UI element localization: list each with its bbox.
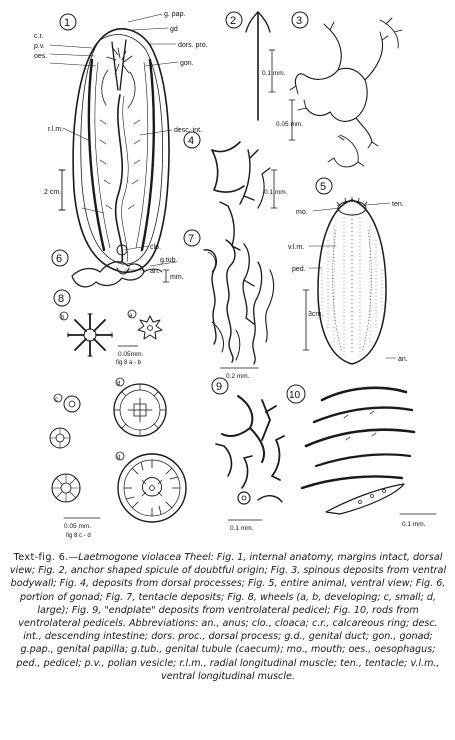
- fig1-label-oes: oes.: [34, 53, 48, 60]
- fig8-label-b: b: [61, 315, 65, 321]
- fig2-anchor-spicule: [226, 12, 286, 120]
- fig3-scale-label: 0.05 mm.: [276, 121, 304, 128]
- fig1-number: 1: [64, 17, 71, 29]
- fig7-number: 7: [188, 233, 195, 245]
- fig5-label-ped: ped.: [292, 266, 306, 273]
- fig9-endplate-deposits: [212, 378, 284, 532]
- fig6-gonad: [52, 250, 184, 287]
- fig6-number: 6: [56, 253, 63, 265]
- fig4-dorsal-deposits: [184, 132, 288, 250]
- fig8-caption-cd: fig 8 c - d: [66, 533, 91, 539]
- fig1-label-gd: gd: [170, 26, 178, 33]
- fig1-label-pv: p.v.: [34, 43, 45, 50]
- fig8-scale-ab: 0.05mm.: [118, 351, 144, 358]
- fig5-number: 5: [320, 181, 327, 193]
- fig1-label-desc-int: desc. int.: [174, 127, 203, 134]
- fig3-spinous-deposits: [276, 12, 402, 167]
- fig1-label-clo: clo.: [150, 244, 161, 251]
- fig5-entire-animal: [288, 178, 408, 364]
- fig8-scale-cd: 0.05 mm.: [64, 523, 92, 530]
- fig8-label-a: a: [129, 313, 133, 319]
- fig9-number: 9: [216, 381, 223, 393]
- fig8-number: 8: [58, 293, 65, 305]
- fig7-scale-label: 0.2 mm.: [226, 373, 250, 380]
- fig8-wheels: [50, 290, 186, 539]
- fig1-label-cr: c.r.: [34, 33, 44, 40]
- fig8-label-c: c: [55, 397, 58, 403]
- fig5-label-vlm: v.l.m.: [288, 244, 305, 251]
- fig1-scale-label: 2 cm.: [44, 189, 62, 196]
- fig6-label-mm: mm.: [170, 274, 184, 281]
- fig10-rods: [287, 385, 436, 528]
- caption-body: —Laetmogone violacea Theel: Fig. 1, internal anatomy, margins intact, dorsal view; Fig. 2, anchor shaped spicule of doubtful origin; Fig. 3, spinous deposits from ventral bodywall; Fig. 4, deposits from dorsal processes; Fig. 5, entire animal, ventral view; Fig. 6, portion of gonad; Fig. 7, tentacle deposits; Fig. 8, wheels (a, b, developing; c, small; d, large); Fig. 9, "endplate" deposits from ventrolateral pedicel; Fig. 10, rods from ventrolateral pedicels. Abbreviations: an., anus; clo., cloaca; c.r., calcareous ring; desc. int., descending intestine; dors. proc., dorsal process; g.d., genital duct; gon., gonad; g.pap., genital papilla; g.tub., genital tubule (caecum); mo., mouth; oes., oesophagus; ped., pedicel; p.v., polian vesicle; r.l.m., radial longitudinal muscle; ten., tentacle; v.l.m., ventral longitudinal muscle.: [9, 552, 447, 682]
- fig8-label-d: d: [117, 381, 121, 387]
- fig7-tentacle-deposits: [184, 230, 274, 380]
- fig4-number: 4: [188, 135, 195, 147]
- fig1-label-dors-pro: dors. pro.: [178, 42, 208, 49]
- fig1-label-an: an.: [150, 268, 160, 275]
- fig1-label-gpap: g. pap.: [164, 11, 186, 18]
- fig10-scale-label: 0.1 mm.: [402, 521, 426, 528]
- fig1-label-gon: gon.: [180, 60, 194, 67]
- fig1-label-rlm: r.l.m.: [48, 126, 64, 133]
- fig5-label-ten: ten.: [392, 201, 404, 208]
- fig8-label-d2: d: [117, 455, 121, 461]
- fig4-scale-label: 0.1 mm.: [264, 189, 288, 196]
- fig6-label-gtub: g.tub.: [160, 257, 178, 264]
- fig8-caption-ab: fig 8 a - b: [116, 360, 142, 366]
- fig2-scale-label: 0.1 mm.: [262, 70, 286, 77]
- fig1-anatomy-drawing: [34, 11, 208, 275]
- figure-caption: [8, 551, 448, 683]
- fig5-label-an: an.: [398, 356, 408, 363]
- fig2-number: 2: [230, 15, 237, 27]
- fig5-label-mo: mo.: [296, 209, 308, 216]
- fig10-number: 10: [289, 390, 301, 401]
- caption-lead: Text-fig. 6.: [13, 552, 69, 563]
- fig9-scale-label: 0.1 mm.: [230, 525, 254, 532]
- fig5-scale-label: 3cm.: [308, 311, 324, 318]
- fig3-number: 3: [296, 15, 303, 27]
